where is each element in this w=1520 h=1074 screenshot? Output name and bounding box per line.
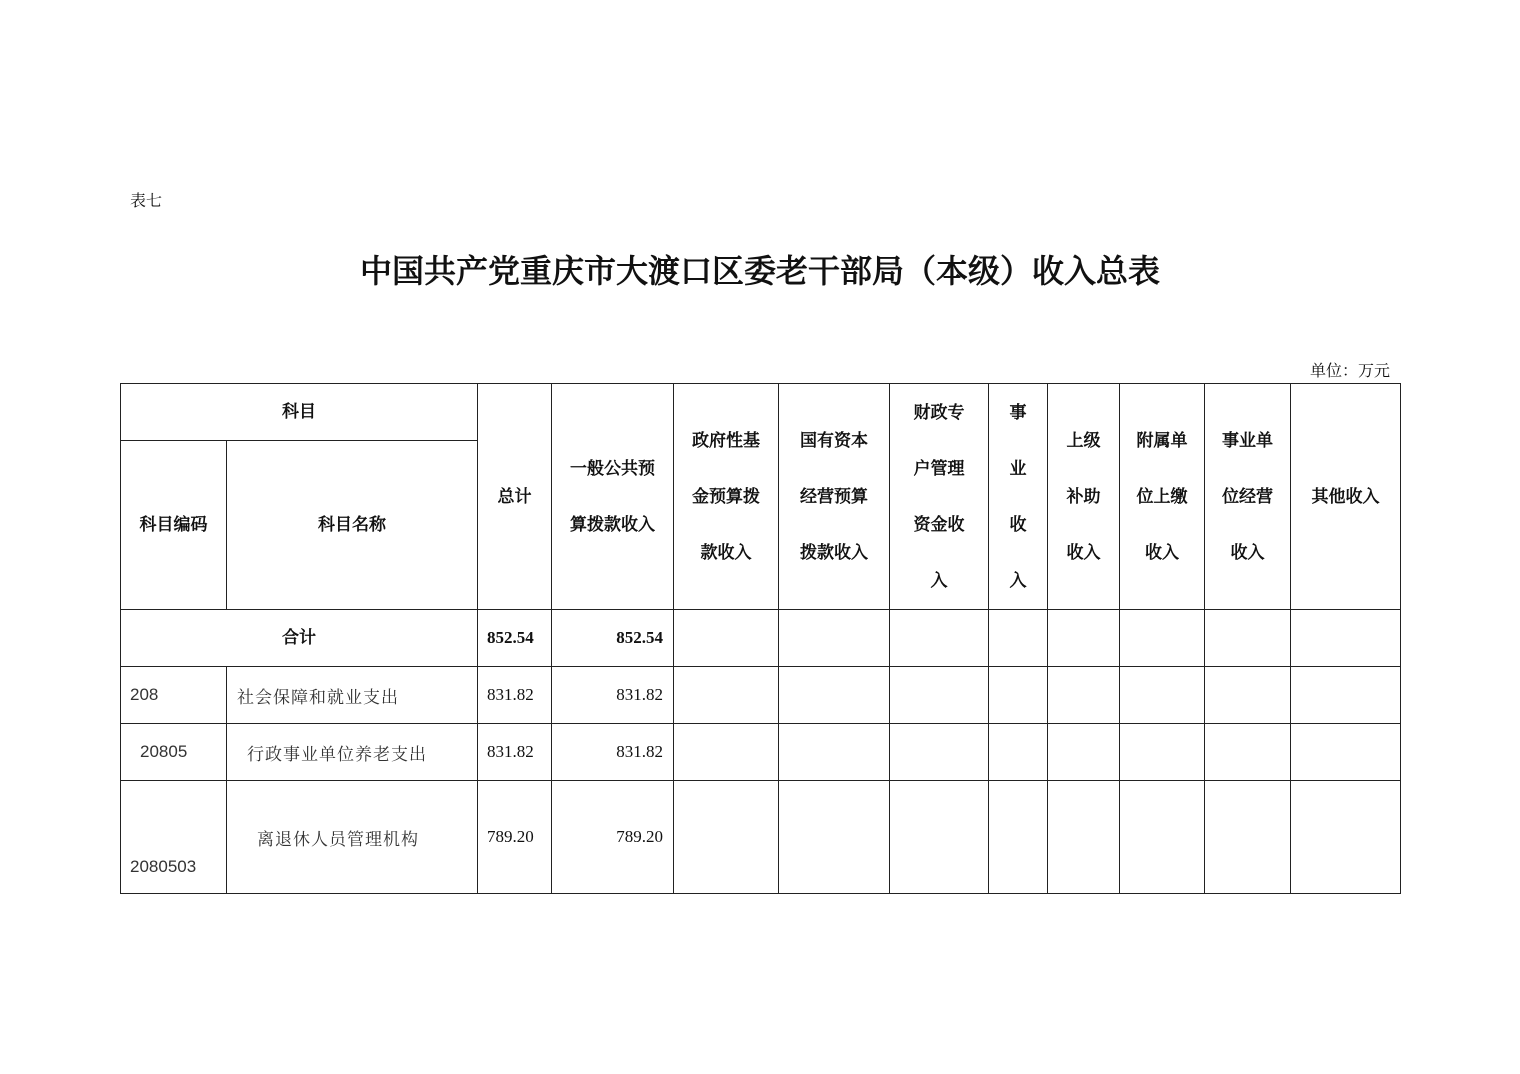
row-total: 789.20 [478,781,552,894]
row-general-budget: 789.20 [552,781,674,894]
row-name: 社会保障和就业支出 [227,667,478,724]
total-row-total: 852.54 [478,610,552,667]
header-other-income: 其他收入 [1291,384,1401,610]
header-special-account: 财政专 户管理 资金收 入 [890,384,989,610]
unit-label: 单位：万元 [1309,361,1390,380]
page-title: 中国共产党重庆市大渡口区委老干部局（本级）收入总表 [359,252,1160,290]
row-general-budget: 831.82 [552,724,674,781]
header-subject: 科目 [121,384,478,441]
header-state-capital: 国有资本 经营预算 拨款收入 [779,384,890,610]
row-code: 2080503 [121,781,227,894]
header-code: 科目编码 [121,441,227,610]
table-row [121,781,1401,894]
table-row [121,667,1401,724]
total-row [121,610,1401,667]
header-total: 总计 [478,384,552,610]
header-general-budget: 一般公共预 算拨款收入 [552,384,674,610]
header-affiliate-remit: 附属单 位上缴 收入 [1120,384,1205,610]
header-gov-fund: 政府性基 金预算拨 款收入 [674,384,779,610]
income-summary-table [120,383,1401,894]
row-code: 208 [121,667,227,724]
row-name: 离退休人员管理机构 [227,781,478,894]
header-superior-subsidy: 上级 补助 收入 [1048,384,1120,610]
header-name: 科目名称 [227,441,478,610]
row-code: 20805 [121,724,227,781]
row-total: 831.82 [478,724,552,781]
total-row-label: 合计 [121,610,478,667]
total-row-general-budget: 852.54 [552,610,674,667]
table-row [121,724,1401,781]
header-business-operation: 事业单 位经营 收入 [1205,384,1291,610]
header-business-income: 事 业 收 入 [989,384,1048,610]
table-number-label: 表七 [130,191,163,210]
row-general-budget: 831.82 [552,667,674,724]
row-total: 831.82 [478,667,552,724]
row-name: 行政事业单位养老支出 [227,724,478,781]
